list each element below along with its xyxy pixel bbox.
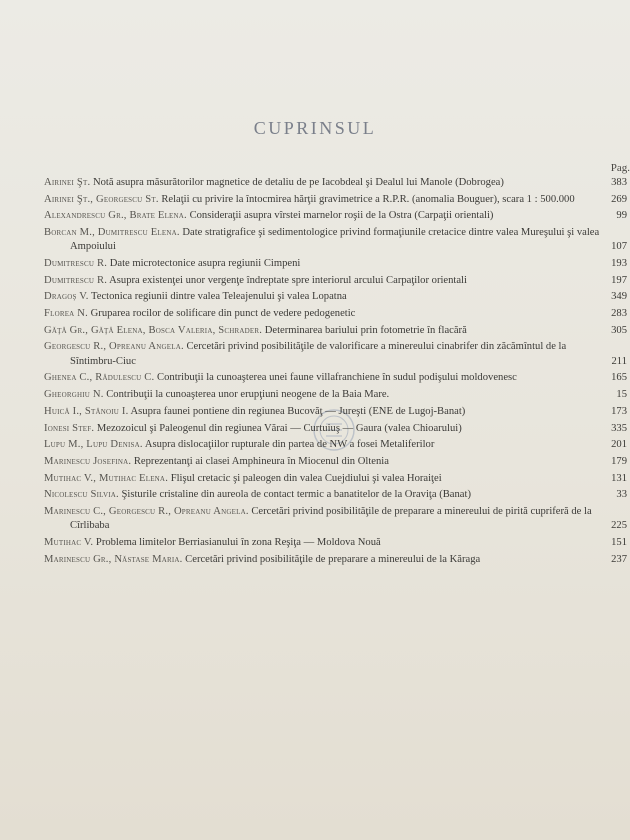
toc-entry-title: Relaţii cu privire la întocmirea hărţii gravimetrice a R.P.R. (anomalia Bouguer), scara 1 : 500.000 [161,193,575,205]
toc-entry-page-number: 237 [611,553,627,565]
toc-entry-page-number: 107 [611,241,627,253]
toc-entry [0,438,630,452]
toc-entry-title: Date microtectonice asupra regiunii Cimpeni [109,258,301,270]
toc-entry-title: Tectonica regiunii dintre valea Teleajenului şi valea Lopatna [91,291,347,303]
toc-entry [0,505,630,534]
toc-entry-title: Notă asupra măsurătorilor magnetice de detaliu de pe Iacobdeal şi Dealul lui Manole (Dobrogea) [92,177,504,188]
toc-entry-page-number: 201 [611,439,627,451]
toc-entry-authors: Marinescu Gr., Năstase Maria. [44,553,183,565]
toc-entry-page-number: 269 [611,193,627,205]
toc-entry-authors: Marinescu C., Georgescu R., Opreanu Angela. [44,505,249,517]
toc-entry-title: Determinarea bariului prin fotometrie în flacără [264,324,467,336]
toc-entry [0,226,630,255]
toc-entry-authors: Borcan M., Dumitrescu Elena. [44,227,180,239]
toc-entry-page-number: 211 [611,355,627,367]
toc-entry [0,553,630,567]
toc-entry [0,405,630,419]
toc-entry-title: Contribuţii la cunoaşterea unor erupţiuni neogene de la Baia Mare. [106,389,390,401]
toc-entry [0,371,630,385]
toc-entry-title: Cercetări privind posibilităţile de preparare a minereului de la Kăraga [185,553,481,565]
toc-entry-authors: Ionesi Stef. [44,422,95,434]
page-title: CUPRINSUL [253,118,377,138]
toc-entry-title: Cercetări privind posibilităţile de preparare a minereului de pirită cupriferă de la Cîrlibaba [70,505,592,532]
toc-entry [0,388,630,402]
toc-entry-page-number: 193 [611,258,627,270]
toc-entry-authors: Georgescu R., Opreanu Angela. [44,341,184,353]
toc-entry-title: Date stratigrafice şi sedimentologice privind formaţiunile cretacice dintre valea Mureşului şi valea Ampoiului [70,227,600,253]
toc-entry-title: Şisturile cristaline din aureola de contact termic a banatitelor de la Oraviţa (Banat) [121,489,471,501]
toc-entry-authors: Ghenea C., Rădulescu C. [44,372,155,384]
toc-entry-authors: Dumitrescu R. [44,258,108,270]
toc-entry [0,455,630,469]
toc-entry-page-number: 305 [611,324,627,336]
toc-entry [0,307,630,321]
toc-entry [0,488,630,502]
toc-entry-page-number: 165 [611,372,627,384]
toc-entry-title: Problema limitelor Berriasianului în zona Reşiţa — Moldova Nouă [95,536,381,548]
toc-entry-authors: Gheorghiu N. [44,389,104,401]
toc-entry [0,176,630,190]
toc-entry-authors: Dumitrescu R. [44,274,108,286]
page-column-header: Pag. [610,162,630,174]
toc-entry-title: Contribuţii la cunoaşterea unei faune villafranchiene în sudul podişului moldovenesc [157,372,517,384]
toc-entry-title: Mezozoicul şi Paleogenul din regiunea Vărai — Curtuiuş — Gaura (valea Chioarului) [96,422,462,434]
toc-entry-title: Flişul cretacic şi paleogen din valea Cuejdiului şi valea Horaiţei [170,472,442,484]
toc-entry [0,209,630,223]
toc-entry-title: Reprezentanţi ai clasei Amphineura în Miocenul din Oltenia [133,455,389,467]
toc-entry [0,422,630,436]
toc-entry-page-number: 335 [611,422,627,434]
toc-entry-page-number: 173 [611,405,627,417]
toc-entry-authors: Mutihac V. [44,536,94,548]
toc-entry-authors: Mutihac V., Mutihac Elena. [44,472,169,484]
toc-entry-authors: Dragoş V. [44,291,89,303]
toc-entry-page-number: 33 [616,489,627,501]
toc-entry-authors: Airinei Şt. [44,177,91,188]
toc-entry-authors: Marinescu Josefina. [44,455,132,467]
toc-entry-authors: Lupu M., Lupu Denisa. [44,439,143,451]
toc-entry [0,290,630,304]
toc-entry [0,340,630,369]
table-of-contents [0,176,630,569]
toc-entry-title: Cercetări privind posibilităţile de valorificare a minereului cinabrifer din zăcămîntul de la Sîntimbru-Ciuc [70,341,567,367]
toc-entry [0,472,630,486]
toc-entry-page-number: 131 [611,472,627,484]
toc-entry-title: Gruparea rocilor de solificare din punct de vedere pedogenetic [90,308,356,320]
toc-entry-title: Consideraţii asupra vîrstei marnelor roşii de la Ostra (Carpaţii orientali) [189,210,494,222]
toc-entry-page-number: 99 [616,210,627,222]
toc-entry [0,274,630,288]
toc-entry-authors: Nicolescu Silvia. [44,489,119,501]
toc-entry-page-number: 151 [611,536,627,548]
toc-entry-title: Asupra faunei pontiene din regiunea Bucovăţ — Jureşti (ENE de Lugoj-Banat) [130,405,466,417]
toc-entry [0,324,630,338]
toc-entry-authors: Huică I., Stănoiu I. [44,405,129,417]
toc-entry-page-number: 15 [616,389,627,401]
toc-entry-page-number: 383 [611,177,627,188]
toc-entry-authors: Florea N. [44,308,88,320]
toc-entry-page-number: 349 [611,291,627,303]
toc-entry [0,536,630,550]
toc-entry [0,193,630,207]
toc-entry-authors: Alexandrescu Gr., Brate Elena. [44,210,187,222]
toc-entry-page-number: 283 [611,308,627,320]
toc-entry-title: Asupra existenţei unor vergenţe îndreptate spre interiorul arcului Carpaţilor orientali [109,274,467,286]
toc-entry-authors: Găţă Gr., Găţă Elena, Bosca Valeria, Schrader. [44,324,263,336]
toc-entry-page-number: 225 [611,520,627,532]
toc-entry-authors: Airinei Şt., Georgescu St. [44,193,159,205]
toc-entry-page-number: 197 [611,274,627,286]
toc-entry-title: Asupra dislocaţiilor rupturale din partea de NW a fosei Metaliferilor [144,439,435,451]
toc-entry-page-number: 179 [611,455,627,467]
toc-entry [0,257,630,271]
